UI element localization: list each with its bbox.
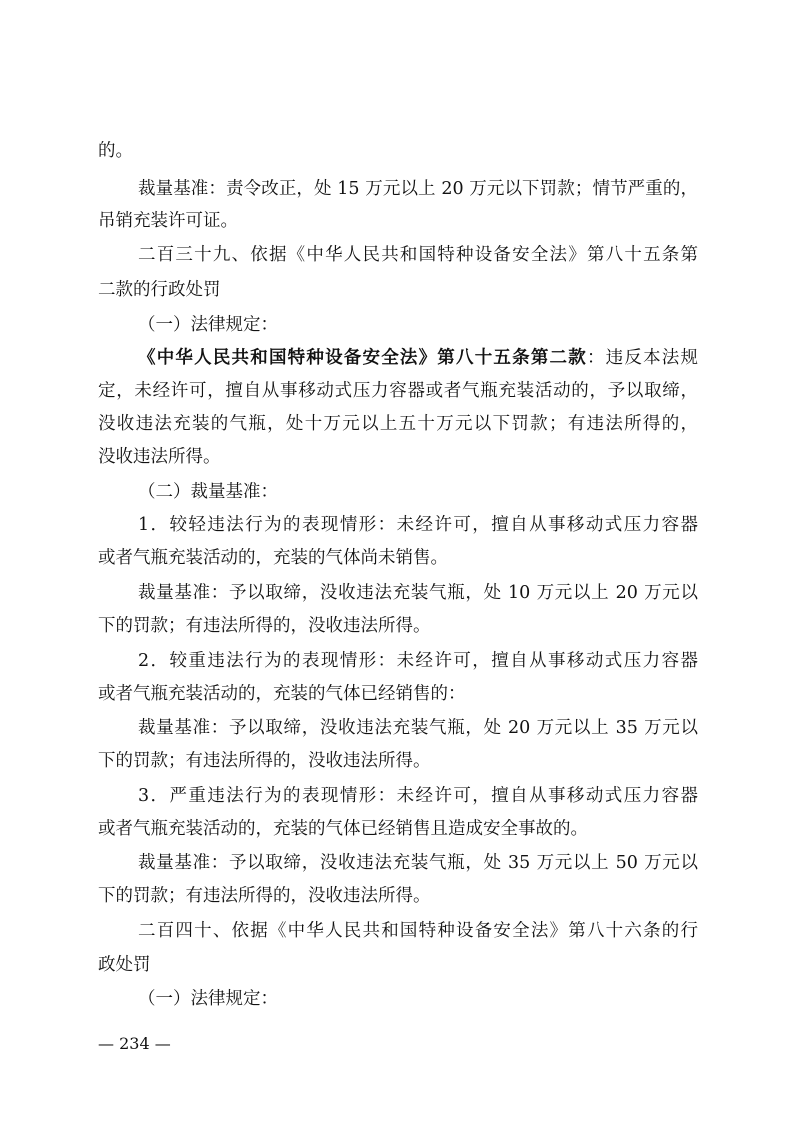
- text-line: 没收违法所得。: [98, 447, 221, 467]
- section-heading: （一）法律规定：: [138, 989, 278, 1009]
- text-line: 裁量基准：予以取缔，没收违法充装气瓶，处 10 万元以上 20 万元以: [138, 583, 698, 603]
- text-line: 吊销充装许可证。: [98, 211, 238, 231]
- text-line: 定，未经许可，擅自从事移动式压力容器或者气瓶充装活动的，予以取缔，: [98, 381, 698, 401]
- text-line: 二款的行政处罚: [98, 280, 221, 300]
- text-line: 裁量基准：责令改正，处 15 万元以上 20 万元以下罚款；情节严重的，: [138, 179, 698, 199]
- text-line: 1．较轻违法行为的表现情形：未经许可，擅自从事移动式压力容器: [138, 515, 698, 535]
- text-line-rest: ：违反本法规: [586, 348, 698, 368]
- text-line: 3．严重违法行为的表现情形：未经许可，擅自从事移动式压力容器: [138, 786, 698, 806]
- text-line: 下的罚款；有违法所得的，没收违法所得。: [98, 886, 431, 906]
- text-line: 政处罚: [98, 955, 151, 975]
- text-line: 的。: [98, 141, 133, 161]
- text-line: 二百三十九、依据《中华人民共和国特种设备安全法》第八十五条第: [138, 245, 698, 265]
- text-line: 裁量基准：予以取缔，没收违法充装气瓶，处 35 万元以上 50 万元以: [138, 853, 698, 873]
- section-heading: （一）法律规定：: [138, 315, 278, 335]
- text-line: 或者气瓶充装活动的，充装的气体已经销售且造成安全事故的。: [98, 819, 588, 839]
- text-line: 下的罚款；有违法所得的，没收违法所得。: [98, 751, 431, 771]
- section-heading: （二）裁量基准：: [138, 482, 278, 502]
- text-line: 或者气瓶充装活动的，充装的气体尚未销售。: [98, 548, 448, 568]
- text-line: 下的罚款；有违法所得的，没收违法所得。: [98, 616, 431, 636]
- text-line: 或者气瓶充装活动的，充装的气体已经销售的：: [98, 684, 466, 704]
- text-line: 裁量基准：予以取缔，没收违法充装气瓶，处 20 万元以上 35 万元以: [138, 718, 698, 738]
- law-citation: 《中华人民共和国特种设备安全法》第八十五条第二款: [138, 348, 587, 368]
- text-line: 2．较重违法行为的表现情形：未经许可，擅自从事移动式压力容器: [138, 651, 698, 671]
- text-line: 没收违法充装的气瓶，处十万元以上五十万元以下罚款；有违法所得的，: [98, 414, 698, 434]
- text-line: [138, 343, 698, 373]
- page-number: — 234 —: [98, 1034, 171, 1053]
- text-line: 二百四十、依据《中华人民共和国特种设备安全法》第八十六条的行: [138, 921, 698, 941]
